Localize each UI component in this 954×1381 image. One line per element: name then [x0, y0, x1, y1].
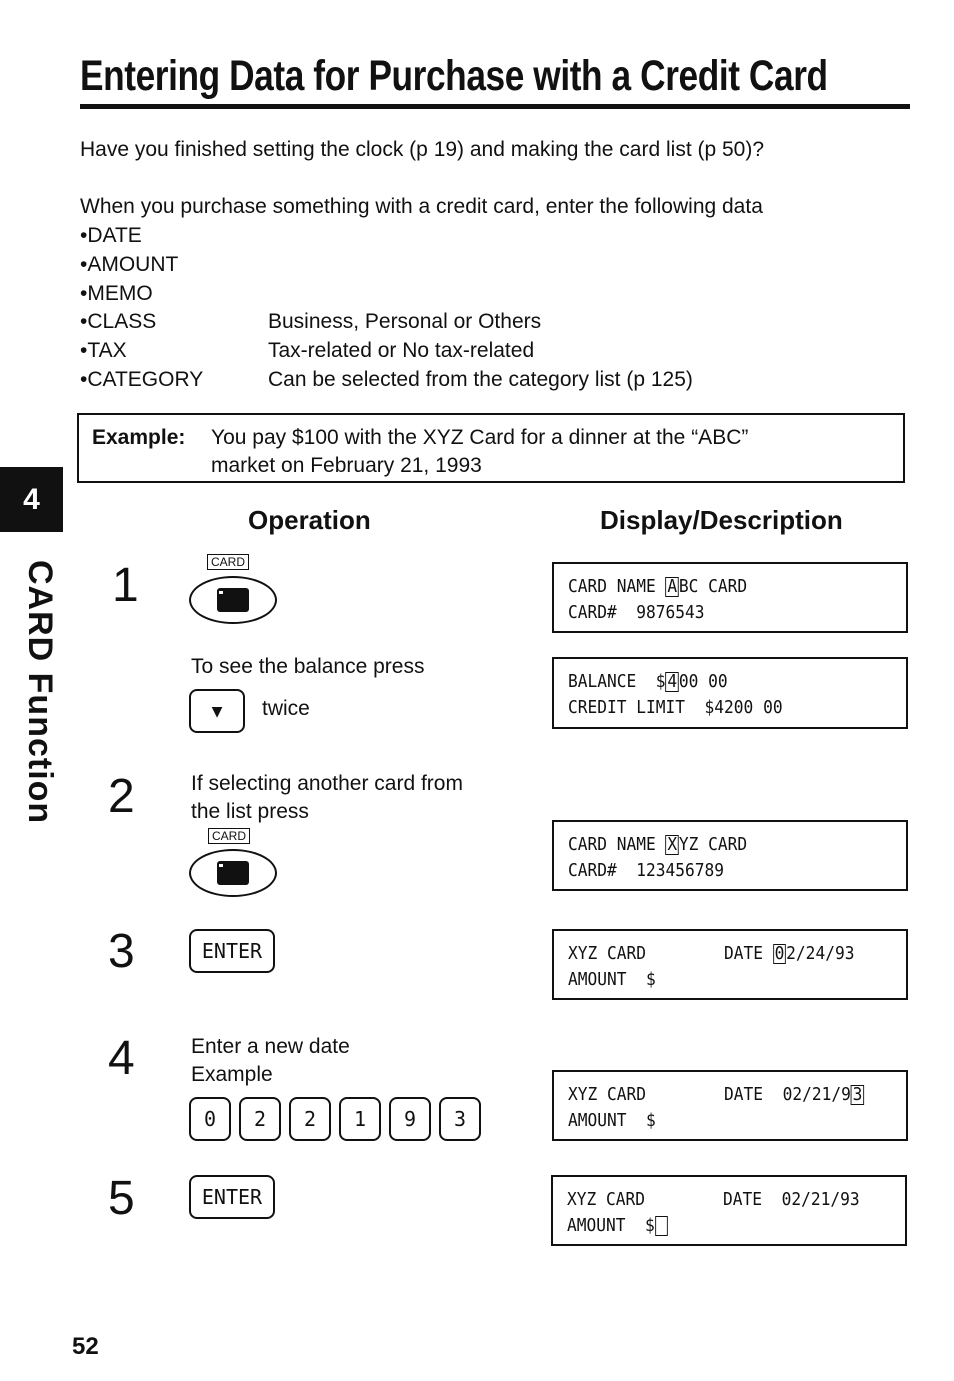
display-heading: Display/Description [600, 505, 843, 535]
card-key-button[interactable] [189, 576, 277, 624]
digit-key-label: 3 [453, 1107, 467, 1131]
card-key-label [207, 553, 249, 571]
lcd-text: CARD# 123456789 [568, 860, 725, 881]
example-line-1: You pay $100 with the XYZ Card for a dinner at the “ABC” [211, 426, 749, 449]
title-rule [80, 104, 910, 109]
lcd-text: AMOUNT $ [567, 1215, 655, 1236]
lcd-text: BALANCE $ [568, 671, 666, 692]
operation-heading: Operation [248, 505, 371, 535]
digit-key-label: 9 [403, 1107, 417, 1131]
lcd-cursor: 4 [667, 671, 678, 692]
enter-key[interactable] [189, 929, 275, 973]
lcd-text: YZ CARD [678, 834, 748, 855]
digit-key-3[interactable] [439, 1097, 481, 1141]
card-key-label-text: CARD [207, 554, 249, 570]
field-desc-tax: Tax-related or No tax-related [268, 339, 535, 362]
lcd-display-balance [552, 657, 908, 729]
step-number-2: 2 [108, 770, 135, 823]
example-caption: Example [191, 1063, 273, 1086]
page-title: Entering Data for Purchase with a Credit Card [80, 52, 828, 100]
digit-key-2[interactable] [289, 1097, 331, 1141]
enter-key[interactable] [189, 1175, 275, 1219]
step-number-5: 5 [108, 1172, 135, 1225]
chapter-number-tab: 4 [0, 467, 63, 532]
field-label-amount: •AMOUNT [80, 253, 179, 276]
card-key-button[interactable] [189, 849, 277, 897]
lcd-cursor: 3 [852, 1084, 863, 1105]
digit-key-2[interactable] [239, 1097, 281, 1141]
enter-key-label: ENTER [201, 939, 263, 963]
step-number-1: 1 [112, 559, 139, 612]
digit-key-9[interactable] [389, 1097, 431, 1141]
lcd-text: CARD NAME [568, 576, 666, 597]
digit-key-label: 2 [303, 1107, 317, 1131]
lcd-text: 2/24/93 [786, 943, 855, 964]
field-label-memo: •MEMO [80, 282, 153, 305]
card-key-label [208, 827, 250, 845]
lcd-display-card-abc [552, 562, 908, 633]
lcd-display-date-entered [552, 1070, 908, 1141]
lcd-display-amount [551, 1175, 907, 1246]
enter-key-label: ENTER [201, 1185, 263, 1209]
lcd-text: XYZ CARD DATE 02/21/93 [567, 1189, 860, 1210]
credit-card-icon [216, 587, 250, 613]
lcd-text: CARD# 9876543 [568, 602, 705, 623]
lcd-cursor: A [667, 576, 678, 597]
lcd-text: BC CARD [678, 576, 748, 597]
step-number-3: 3 [108, 925, 135, 978]
lcd-display-card-xyz [552, 820, 908, 891]
lcd-text: AMOUNT $ [568, 969, 656, 990]
new-date-instruction: Enter a new date [191, 1035, 350, 1058]
lcd-text: AMOUNT $ [568, 1110, 656, 1131]
field-label-tax: •TAX [80, 339, 127, 362]
field-label-class: •CLASS [80, 310, 157, 333]
page-number: 52 [72, 1333, 99, 1360]
select-card-line-1: If selecting another card from [191, 772, 463, 795]
chapter-title-vertical: CARD Function [21, 560, 59, 825]
lcd-text: CARD NAME [568, 834, 666, 855]
step-number-4: 4 [108, 1032, 135, 1085]
balance-instruction: To see the balance press [191, 655, 425, 678]
down-arrow-icon: ▼ [211, 700, 223, 722]
credit-card-icon [216, 860, 250, 886]
field-desc-class: Business, Personal or Others [268, 310, 542, 333]
field-desc-category: Can be selected from the category list (p 125) [268, 368, 693, 391]
example-label: Example: [92, 426, 186, 449]
lcd-cursor: X [667, 834, 678, 855]
digit-key-0[interactable] [189, 1097, 231, 1141]
lcd-display-date-default [552, 929, 908, 1000]
digit-key-label: 0 [203, 1107, 217, 1131]
field-label-category: •CATEGORY [80, 368, 204, 391]
lcd-cursor: 0 [774, 943, 785, 964]
digit-key-1[interactable] [339, 1097, 381, 1141]
card-key-label-text: CARD [208, 828, 250, 844]
lcd-text: XYZ CARD DATE 02/21/9 [568, 1084, 851, 1105]
lead-text: When you purchase something with a credit card, enter the following data [80, 195, 763, 218]
lcd-cursor [655, 1216, 668, 1236]
lcd-text: 00 00 [678, 671, 728, 692]
select-card-line-2: the list press [191, 800, 309, 823]
twice-text: twice [262, 697, 310, 720]
example-line-2: market on February 21, 1993 [211, 454, 482, 477]
lcd-text: XYZ CARD DATE [568, 943, 773, 964]
lcd-text: CREDIT LIMIT $4200 00 [568, 697, 783, 718]
digit-key-label: 2 [253, 1107, 267, 1131]
field-label-date: •DATE [80, 224, 142, 247]
down-arrow-key[interactable] [189, 689, 245, 733]
digit-key-label: 1 [353, 1107, 367, 1131]
intro-text: Have you finished setting the clock (p 19) and making the card list (p 50)? [80, 138, 765, 161]
